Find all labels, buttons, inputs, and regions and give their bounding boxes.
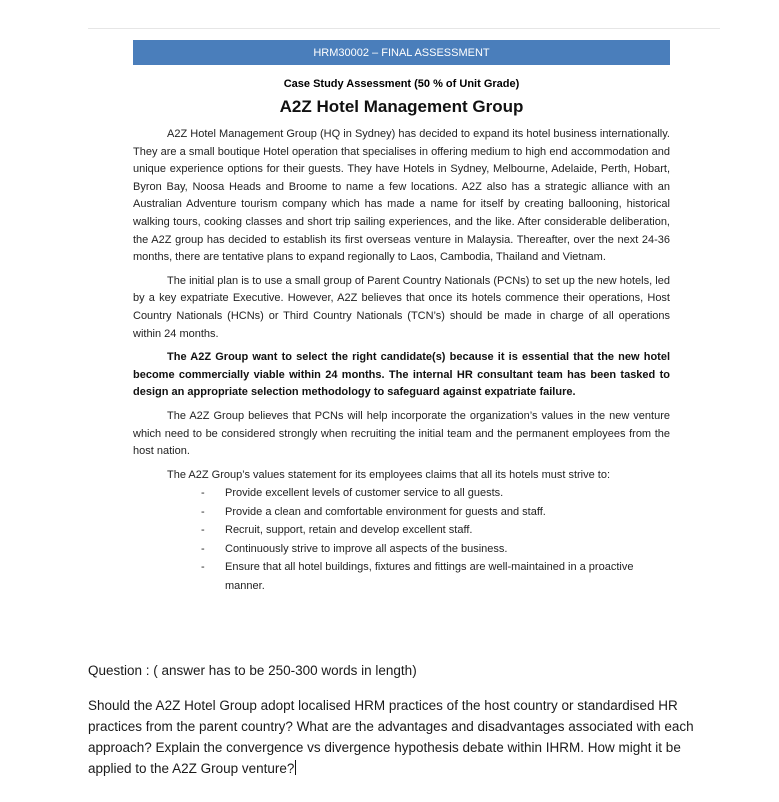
bullet-dash: - <box>201 524 205 537</box>
question-editor[interactable] <box>88 661 728 779</box>
bullet-dash: - <box>201 505 205 518</box>
top-divider <box>88 28 720 29</box>
list-item: - Provide excellent levels of customer service to all guests. <box>201 484 670 503</box>
bullet-dash: - <box>201 487 205 500</box>
paragraph-initial-plan: The initial plan is to use a small group of Parent Country Nationals (PCNs) to set up the new hotels, led by a key expatriate Executive. However, A2Z believes that once its hotels commence their operations, Host Country Nationals (HCNs) or Third Country Nationals (TCN’s) should be made in charge of all operations within 24 months. <box>133 274 670 340</box>
assessment-banner <box>133 40 670 65</box>
case-study-subtitle: Case Study Assessment (50 % of Unit Grade) <box>283 78 520 90</box>
bullet-dash: - <box>201 542 205 555</box>
list-item: - Provide a clean and comfortable environment for guests and staff. <box>201 503 670 522</box>
values-intro: The A2Z Group’s values statement for its employees claims that all its hotels must strive to: <box>167 468 611 481</box>
text-cursor <box>295 760 296 775</box>
values-list <box>133 484 670 595</box>
bullet-dash: - <box>201 561 205 574</box>
paragraph-intro: A2Z Hotel Management Group (HQ in Sydney) has decided to expand its hotel business internationally. They are a small boutique Hotel operation that specialises in offering medium to high end accommodation and unique experience options for their guests. They have Hotels in Sydney, Melbourne, Adelaide, Perth, Hobart, Byron Bay, Noosa Heads and Broome to name a few locations. A2Z also has a strategic alliance with an Australian Adventure tourism company which has made a name for itself by creating ballooning, historical walking tours, cooking classes and short trip sailing experiences, and the like. After considerable deliberation, the A2Z group has decided to establish its first overseas venture in Malaysia. Thereafter, over the next 24-36 months, there are tentative plans to expand regionally to Laos, Cambodia, Thailand and Vietnam. <box>133 128 670 264</box>
banner-text: HRM30002 – FINAL ASSESSMENT <box>313 46 490 59</box>
question-label: Question : ( answer has to be 250-300 words in length) <box>88 663 417 678</box>
paragraph-values-pcns: The A2Z Group believes that PCNs will help incorporate the organization’s values in the new venture which need to be considered strongly when recruiting the initial team and the permanent employees from the host nation. <box>133 409 670 458</box>
case-study-title: A2Z Hotel Management Group <box>279 97 524 116</box>
list-item: - Ensure that all hotel buildings, fixtures and fittings are well-maintained in a proactive manner. <box>201 558 670 595</box>
list-item: - Recruit, support, retain and develop excellent staff. <box>201 521 670 540</box>
question-text[interactable]: Should the A2Z Hotel Group adopt localised HRM practices of the host country or standardised HR practices from the parent country? What are the advantages and disadvantages associated with each approach? Explain the convergence vs divergence hypothesis debate within IHRM. How might it be applied to the A2Z Group venture? <box>88 698 694 776</box>
list-item: - Continuously strive to improve all aspects of the business. <box>201 540 670 559</box>
case-study-document <box>133 78 670 595</box>
paragraph-selection: The A2Z Group want to select the right candidate(s) because it is essential that the new hotel become commercially viable within 24 months. The internal HR consultant team has been tasked to design an appropriate selection methodology to safeguard against expatriate failure. <box>133 351 670 399</box>
